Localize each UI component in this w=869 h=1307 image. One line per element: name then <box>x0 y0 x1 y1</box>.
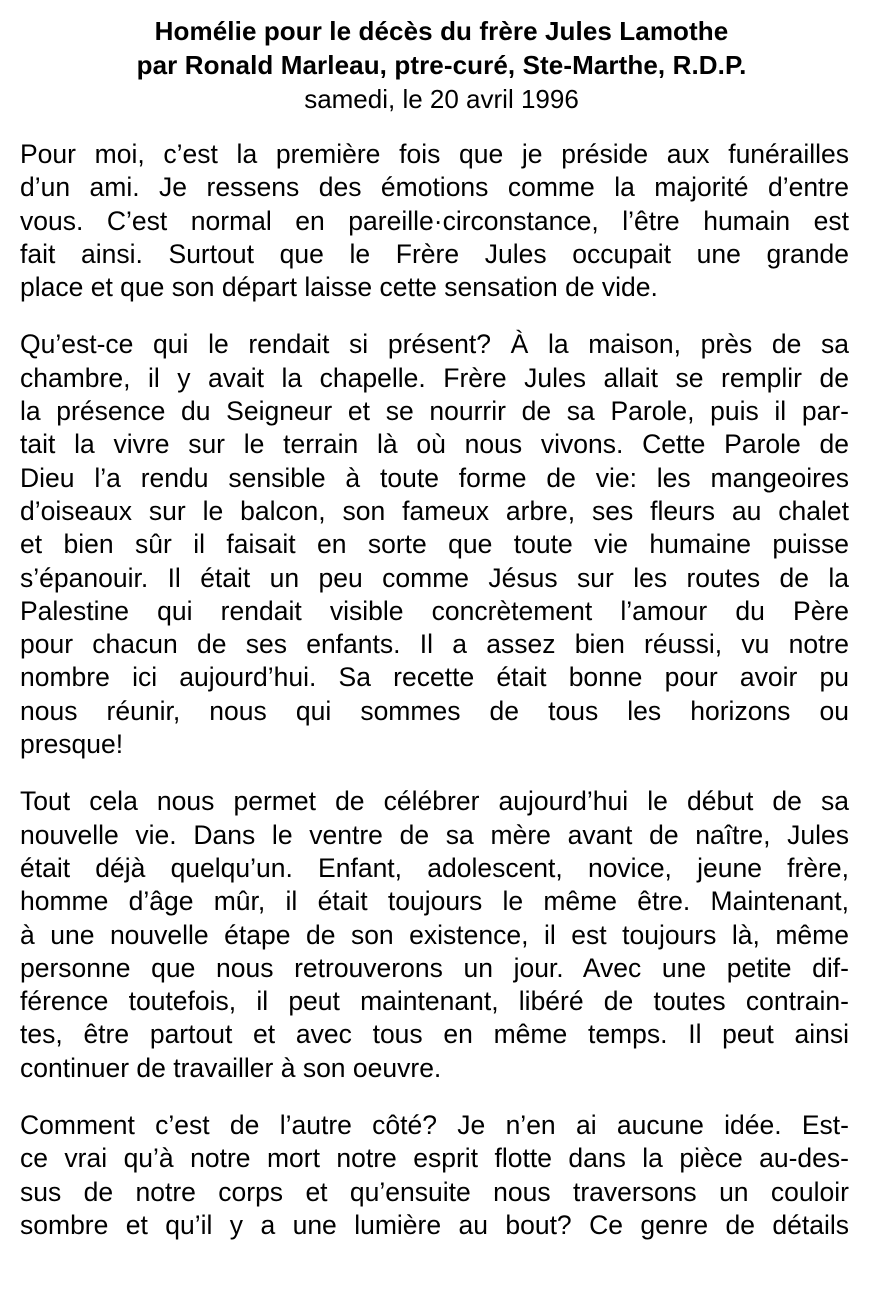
text-line: ce vrai qu’à notre mort notre esprit flotte dans la pièce au-des- <box>20 1143 849 1174</box>
text-line: Dieu l’a rendu sensible à toute forme de vie: les mangeoires <box>20 462 849 493</box>
text-line: presque! <box>20 729 124 760</box>
document-header <box>34 14 849 116</box>
paragraph-2 <box>20 328 849 761</box>
paragraph-4 <box>20 1109 849 1242</box>
text-line: sombre et qu’il y a une lumière au bout? Ce genre de détails <box>20 1209 849 1240</box>
text-line: vous. C’est normal en pareille·circonstance, l’être humain est <box>20 205 849 236</box>
document-title: Homélie pour le décès du frère Jules Lamothe <box>154 16 729 46</box>
text-line: nombre ici aujourd’hui. Sa recette était bonne pour avoir pu <box>20 662 849 693</box>
text-line: d’oiseaux sur le balcon, son fameux arbre, ses fleurs au chalet <box>20 495 849 526</box>
text-line: d’un ami. Je ressens des émotions comme la majorité d’entre <box>20 172 849 203</box>
text-line: Qu’est-ce qui le rendait si présent? À la maison, près de sa <box>20 329 849 360</box>
text-line: était déjà quelqu’un. Enfant, adolescent, novice, jeune frère, <box>20 852 849 883</box>
text-line: et bien sûr il faisait en sorte que toute vie humaine puisse <box>20 529 849 560</box>
text-line: férence toutefois, il peut maintenant, libéré de toutes contrain- <box>20 986 849 1017</box>
document-author: par Ronald Marleau, ptre-curé, Ste-Marthe, R.D.P. <box>136 50 747 80</box>
text-line: Palestine qui rendait visible concrètement l’amour du Père <box>20 595 849 626</box>
text-line: chambre, il y avait la chapelle. Frère Jules allait se remplir de <box>20 362 849 393</box>
text-line: place et que son départ laisse cette sensation de vide. <box>20 272 658 303</box>
text-line: à une nouvelle étape de son existence, il est toujours là, même <box>20 919 849 950</box>
text-line: sus de notre corps et qu’ensuite nous traversons un couloir <box>20 1176 849 1207</box>
document-date: samedi, le 20 avril 1996 <box>304 84 579 114</box>
text-line: Comment c’est de l’autre côté? Je n’en ai aucune idée. Est- <box>20 1110 849 1141</box>
text-line: fait ainsi. Surtout que le Frère Jules occupait une grande <box>20 238 849 269</box>
text-line: Pour moi, c’est la première fois que je préside aux funérailles <box>20 139 849 169</box>
text-line: tes, être partout et avec tous en même temps. Il peut ainsi <box>20 1019 849 1050</box>
paragraph-3 <box>20 785 849 1085</box>
text-line: s’épanouir. Il était un peu comme Jésus sur les routes de la <box>20 562 849 593</box>
text-line: pour chacun de ses enfants. Il a assez bien réussi, vu notre <box>20 629 849 660</box>
text-line: homme d’âge mûr, il était toujours le même être. Maintenant, <box>20 886 849 917</box>
text-line: Tout cela nous permet de célébrer aujourd’hui le début de sa <box>20 786 849 817</box>
paragraph-1 <box>20 138 849 304</box>
text-line: la présence du Seigneur et se nourrir de sa Parole, puis il par- <box>20 396 849 427</box>
text-line: nous réunir, nous qui sommes de tous les horizons ou <box>20 695 849 726</box>
text-line: personne que nous retrouverons un jour. Avec une petite dif- <box>20 952 849 983</box>
text-line: continuer de travailler à son oeuvre. <box>20 1052 442 1083</box>
text-line: nouvelle vie. Dans le ventre de sa mère avant de naître, Jules <box>20 819 849 850</box>
text-line: tait la vivre sur le terrain là où nous vivons. Cette Parole de <box>20 429 849 460</box>
